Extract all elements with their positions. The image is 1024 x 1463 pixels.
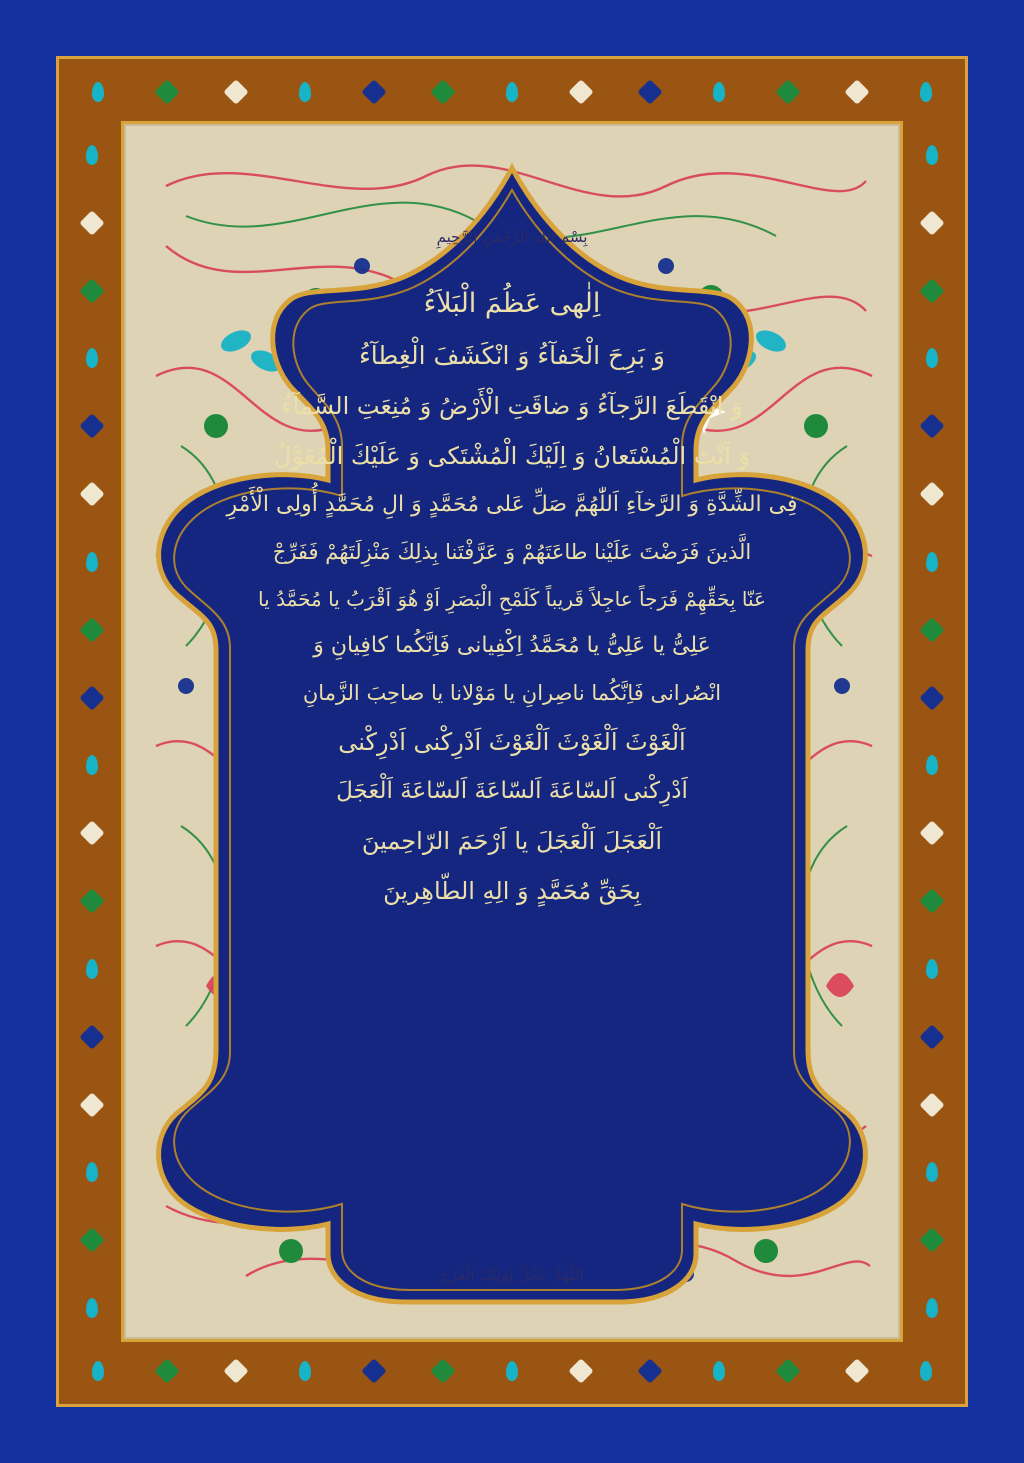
closing-invocation: اَللّٰهُمَّ عَجِّلْ لِوَلِيِّكَ الْفَرَج (440, 1266, 584, 1284)
green-palmette-icon (77, 615, 107, 645)
prayer-line-8: عَلِىُّ يا عَلِىُّ يا مُحَمَّدُ اِكْفِيانى فَاِنَّكُما كافِيانِ وَ (313, 633, 711, 658)
teal-lotus-icon (497, 1356, 527, 1386)
teal-lotus-icon (917, 140, 947, 170)
teal-lotus-icon (917, 343, 947, 373)
prayer-line-1: اِلٰهى عَظُمَ الْبَلاَءُ (423, 288, 601, 319)
navy-diamond-icon (359, 1356, 389, 1386)
prayer-line-2: وَ بَرِحَ الْخَفآءُ وَ انْكَشَفَ الْغِطآءُ (359, 341, 665, 370)
border-band-top (63, 63, 961, 121)
green-palmette-icon (428, 77, 458, 107)
green-palmette-icon (917, 886, 947, 916)
cream-star-icon (566, 1356, 596, 1386)
green-palmette-icon (77, 886, 107, 916)
teal-lotus-icon (917, 1293, 947, 1323)
teal-lotus-icon (290, 77, 320, 107)
green-palmette-icon (77, 276, 107, 306)
green-palmette-icon (77, 1225, 107, 1255)
border-band-left (63, 121, 121, 1342)
teal-lotus-icon (917, 954, 947, 984)
cream-star-icon (842, 1356, 872, 1386)
prayer-line-3: وَ انْقَطَعَ الرَّجآءُ وَ ضاقَتِ الْأَرْضُ وَ مُنِعَتِ السَّمآءُ (281, 392, 743, 420)
green-palmette-icon (428, 1356, 458, 1386)
teal-lotus-icon (704, 77, 734, 107)
teal-lotus-icon (77, 343, 107, 373)
green-palmette-icon (152, 77, 182, 107)
teal-lotus-icon (77, 1157, 107, 1187)
teal-lotus-icon (83, 1356, 113, 1386)
prayer-line-5: فِى الشِّدَّةِ وَ الرَّخآءِ اَللّٰهُمَّ صَلِّ عَلى مُحَمَّدٍ وَ الِ مُحَمَّدٍ أُولِى الْأَمْرِ (226, 492, 798, 517)
cream-star-icon (77, 208, 107, 238)
text-cartouche (148, 150, 876, 1320)
prayer-line-11: اَدْرِكْنى اَلسّاعَةَ اَلسّاعَةَ اَلسّاعَةَ اَلْعَجَلَ (336, 778, 688, 804)
cream-star-icon (917, 818, 947, 848)
teal-lotus-icon (704, 1356, 734, 1386)
green-palmette-icon (917, 1225, 947, 1255)
teal-lotus-icon (290, 1356, 320, 1386)
cream-star-icon (77, 818, 107, 848)
teal-lotus-icon (77, 140, 107, 170)
navy-diamond-icon (635, 1356, 665, 1386)
navy-diamond-icon (77, 1022, 107, 1052)
navy-diamond-icon (77, 411, 107, 441)
green-palmette-icon (917, 276, 947, 306)
green-palmette-icon (773, 1356, 803, 1386)
navy-diamond-icon (359, 77, 389, 107)
prayer-line-7: عَنّا بِحَقِّهِمْ فَرَجاً عاجِلاً قَريباً كَلَمْحِ الْبَصَرِ اَوْ هُوَ اَقْرَبُ يا مُحَمَّدُ يا (258, 587, 766, 611)
prayer-line-4: وَ اَنْتَ الْمُسْتَعانُ وَ اِلَيْكَ الْمُشْتَكى وَ عَلَيْكَ الْمُعَوَّلُ (274, 442, 750, 470)
prayer-line-9: انْصُرانى فَاِنَّكُما ناصِرانِ يا مَوْلانا يا صاحِبَ الزَّمانِ (302, 681, 722, 705)
green-palmette-icon (773, 77, 803, 107)
cream-star-icon (566, 77, 596, 107)
border-band-right (903, 121, 961, 1342)
cream-star-icon (842, 77, 872, 107)
navy-diamond-icon (917, 411, 947, 441)
cream-star-icon (77, 1090, 107, 1120)
prayer-text (148, 150, 876, 1320)
border-band-bottom (63, 1342, 961, 1400)
prayer-line-12: اَلْعَجَلَ اَلْعَجَلَ يا اَرْحَمَ الرّاحِمينَ (361, 827, 663, 855)
teal-lotus-icon (497, 77, 527, 107)
navy-diamond-icon (917, 683, 947, 713)
cream-star-icon (221, 1356, 251, 1386)
cream-star-icon (77, 479, 107, 509)
green-palmette-icon (917, 615, 947, 645)
navy-diamond-icon (77, 683, 107, 713)
teal-lotus-icon (911, 1356, 941, 1386)
teal-lotus-icon (77, 547, 107, 577)
navy-diamond-icon (635, 77, 665, 107)
cream-star-icon (221, 77, 251, 107)
teal-lotus-icon (917, 547, 947, 577)
prayer-line-13: بِحَقِّ مُحَمَّدٍ وَ الِهِ الطّاهِرينَ (383, 877, 641, 905)
navy-diamond-icon (917, 1022, 947, 1052)
cream-star-icon (917, 1090, 947, 1120)
basmala-line: بِسْمِ اللهِ الرَّحْمٰنِ الرَّحِيمِ (436, 228, 588, 246)
teal-lotus-icon (77, 750, 107, 780)
teal-lotus-icon (83, 77, 113, 107)
teal-lotus-icon (917, 1157, 947, 1187)
teal-lotus-icon (77, 954, 107, 984)
prayer-body (160, 290, 864, 903)
green-palmette-icon (152, 1356, 182, 1386)
prayer-line-6: الَّذينَ فَرَضْتَ عَلَيْنا طاعَتَهُمْ وَ عَرَّفْتَنا بِذلِكَ مَنْزِلَتَهُمْ فَفَرِّجْ (272, 540, 752, 564)
teal-lotus-icon (911, 77, 941, 107)
teal-lotus-icon (917, 750, 947, 780)
cream-star-icon (917, 208, 947, 238)
prayer-line-10: اَلْغَوْثَ اَلْغَوْثَ اَلْغَوْثَ اَدْرِكْنى اَدْرِكْنى (338, 728, 686, 756)
teal-lotus-icon (77, 1293, 107, 1323)
cream-star-icon (917, 479, 947, 509)
